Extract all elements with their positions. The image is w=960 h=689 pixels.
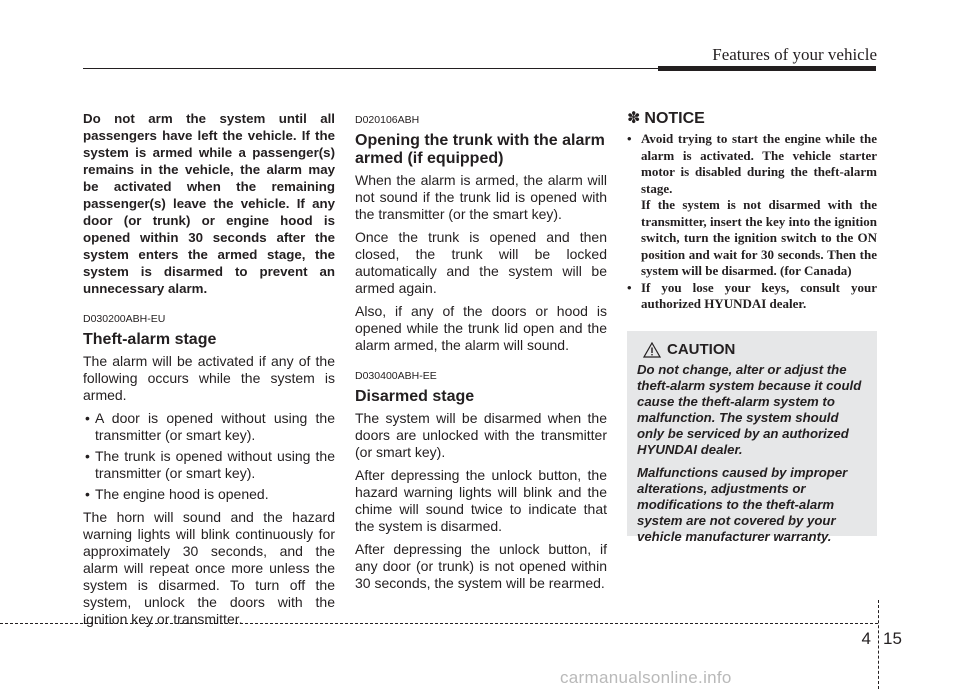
list-item: • The engine hood is opened. xyxy=(83,486,335,503)
trunk-paragraph: When the alarm is armed, the alarm will not sound if the trunk lid is opened with the transmitter (or the smart key). xyxy=(355,172,607,222)
theft-alarm-intro: The alarm will be activated if any of the following occurs while the system is armed. xyxy=(83,353,335,403)
list-item: • The trunk is opened without using the transmitter (or smart key). xyxy=(83,448,335,482)
caution-title: CAUTION xyxy=(667,341,736,358)
caution-box xyxy=(627,331,877,544)
caution-paragraph: Malfunctions caused by improper alterations, adjustments or modifications to the theft-alarm system are not covered by your vehicle manufacturer warranty. xyxy=(637,465,848,544)
notice-section xyxy=(627,110,877,313)
section-code: D020106ABH xyxy=(355,114,420,126)
disarmed-paragraph: The system will be disarmed when the doors are unlocked with the transmitter (or smart key). xyxy=(355,410,607,460)
trigger-list xyxy=(83,410,335,503)
notice-list xyxy=(627,131,877,313)
footer-rule xyxy=(0,623,878,624)
caution-header xyxy=(643,341,868,358)
column-2 xyxy=(355,110,607,598)
list-item xyxy=(627,131,877,280)
chapter-number: 4 xyxy=(861,629,871,648)
section-code: D030400ABH-EE xyxy=(355,370,437,382)
footer-divider xyxy=(878,600,879,689)
trunk-paragraph: Also, if any of the doors or hood is opened while the trunk lid open and the alarm armed, the alarm will sound. xyxy=(355,303,607,353)
header-rule xyxy=(83,68,658,69)
disarmed-paragraph: After depressing the unlock button, the hazard warning lights will blink and the chime will sound twice to indicate that the system is disarmed. xyxy=(355,467,607,534)
theft-alarm-body: The horn will sound and the hazard warning lights will blink continuously for approximately 30 seconds, and the alarm will repeat once more unless the system is disarmed. To turn off the system, unlock the doors with the ignition key or transmitter. xyxy=(83,509,335,627)
notice-header xyxy=(627,110,877,127)
list-item: • If you lose your keys, consult your authorized HYUNDAI dealer. xyxy=(627,280,877,313)
section-heading-trunk: Opening the trunk with the alarm armed (if equipped) xyxy=(355,132,605,167)
arming-warning: Do not arm the system until all passengers have left the vehicle. If the system is armed while a passenger(s) remains in the vehicle, the alarm may be activated when the remaining passenger(s) leave the vehicle. If any door (or trunk) or engine hood is opened within 30 seconds after the system enters the armed stage, the system is disarmed to prevent an unnecessary alarm. xyxy=(83,111,335,296)
page-number: 15 xyxy=(883,629,902,648)
section-heading-theft-alarm: Theft-alarm stage xyxy=(83,331,217,348)
column-1 xyxy=(83,110,335,634)
notice-item-text: • Avoid trying to start the engine while the alarm is activated. The vehicle starter motor is disabled during the theft-alarm stage. xyxy=(641,131,877,196)
notice-star-icon: ✽ xyxy=(627,110,641,127)
warning-triangle-icon xyxy=(643,342,661,358)
page-header-title: Features of your vehicle xyxy=(712,45,877,64)
watermark: carmanualsonline.info xyxy=(560,668,732,687)
caution-paragraph: Do not change, alter or adjust the theft-alarm system because it could cause the theft-alarm system to malfunction. The system should only be serviced by an authorized HYUNDAI dealer. xyxy=(637,362,862,457)
header-bar xyxy=(658,66,876,71)
section-code: D030200ABH-EU xyxy=(83,313,166,325)
disarmed-paragraph: After depressing the unlock button, if any door (or trunk) is not opened within 30 seconds, the system will be rearmed. xyxy=(355,541,607,591)
list-item: • A door is opened without using the transmitter (or smart key). xyxy=(83,410,335,444)
notice-item-text: If the system is not disarmed with the transmitter, insert the key into the ignition switch, turn the ignition switch to the ON position and wait for 30 seconds. Then the system will be disarmed. (for Canada) xyxy=(641,197,877,278)
trunk-paragraph: Once the trunk is opened and then closed, the trunk will be locked automatically and the system will be armed again. xyxy=(355,229,607,296)
notice-title: NOTICE xyxy=(644,110,705,127)
section-heading-disarmed: Disarmed stage xyxy=(355,388,475,405)
